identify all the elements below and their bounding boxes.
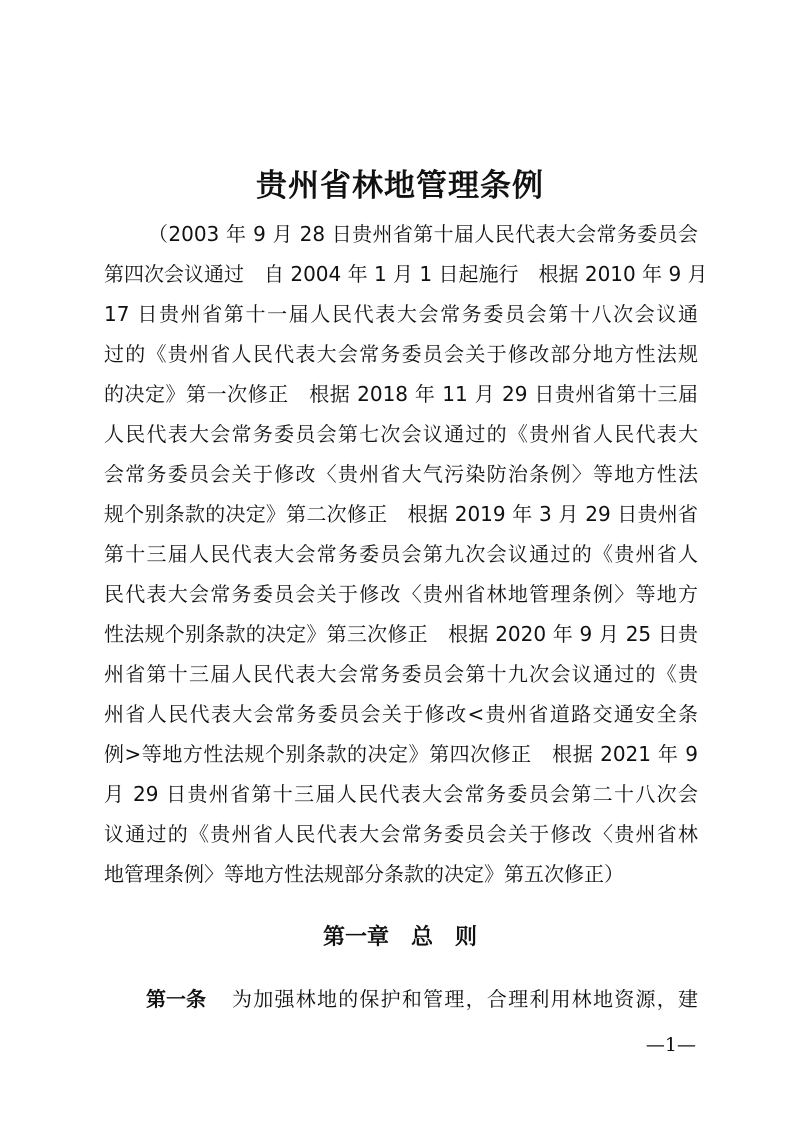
preamble-line: 的决定》第一次修正 根据 2018 年 11 月 29 日贵州省第十三届 bbox=[104, 382, 698, 406]
preamble-line: 性法规个别条款的决定》第三次修正 根据 2020 年 9 月 25 日贵 bbox=[104, 622, 698, 646]
article-label: 第一条 bbox=[146, 987, 206, 1011]
chapter-heading: 第一章 总 则 bbox=[322, 925, 477, 950]
preamble bbox=[104, 214, 708, 894]
preamble-line: 过的《贵州省人民代表大会常务委员会关于修改部分地方性法规 bbox=[104, 342, 698, 366]
preamble-line: 民代表大会常务委员会关于修改〈贵州省林地管理条例〉等地方 bbox=[104, 582, 698, 606]
preamble-line: 议通过的《贵州省人民代表大会常务委员会关于修改〈贵州省林 bbox=[104, 822, 698, 846]
preamble-line: （2003 年 9 月 28 日贵州省第十届人民代表大会常务委员会 bbox=[148, 222, 698, 246]
preamble-line: 例>等地方性法规个别条款的决定》第四次修正 根据 2021 年 9 bbox=[104, 742, 698, 766]
preamble-line: 月 29 日贵州省第十三届人民代表大会常务委员会第二十八次会 bbox=[104, 782, 698, 806]
preamble-line: 17 日贵州省第十一届人民代表大会常务委员会第十八次会议通 bbox=[104, 302, 698, 326]
article-text: 为加强林地的保护和管理，合理利用林地资源，建 bbox=[232, 987, 698, 1011]
document-title: 贵州省林地管理条例 bbox=[256, 168, 544, 204]
preamble-line: 人民代表大会常务委员会第七次会议通过的《贵州省人民代表大 bbox=[104, 422, 698, 446]
preamble-line: 州省第十三届人民代表大会常务委员会第十九次会议通过的《贵 bbox=[104, 662, 698, 686]
preamble-line: 州省人民代表大会常务委员会关于修改<贵州省道路交通安全条 bbox=[104, 702, 698, 726]
preamble-line: 地管理条例〉等地方性法规部分条款的决定》第五次修正） bbox=[104, 862, 624, 886]
preamble-line: 第四次会议通过 自 2004 年 1 月 1 日起施行 根据 2010 年 9 月 bbox=[104, 262, 708, 286]
preamble-line: 规个别条款的决定》第二次修正 根据 2019 年 3 月 29 日贵州省 bbox=[104, 502, 698, 526]
article-1 bbox=[146, 979, 698, 1019]
page-number: —1— bbox=[645, 1034, 696, 1056]
preamble-line: 会常务委员会关于修改〈贵州省大气污染防治条例〉等地方性法 bbox=[104, 462, 698, 486]
preamble-line: 第十三届人民代表大会常务委员会第九次会议通过的《贵州省人 bbox=[104, 542, 698, 566]
